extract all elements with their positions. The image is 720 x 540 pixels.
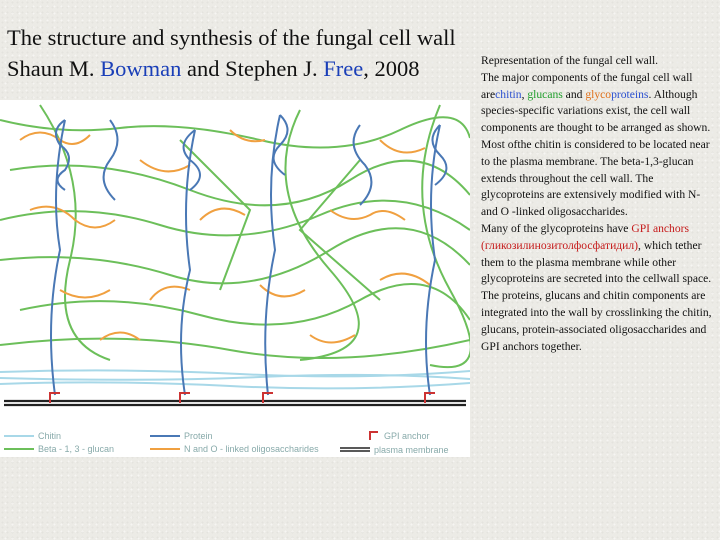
term-proteins: proteins xyxy=(611,87,649,101)
page-title: The structure and synthesis of the fungal cell wall xyxy=(7,25,456,50)
authors-line xyxy=(7,55,419,83)
author1-first: Shaun M. xyxy=(7,56,101,81)
caption-gpi: Many of the glycoproteins have GPI anchors (гликозилинозитолфосфатидил), which tether them to the plasma membrane while other glycoproteins are secreted into the cellwall space. The proteins, glucans and chitin components are integrated into the wall by crosslinking the chitin, glucans, protein-associated oligosaccharides and GPI anchors together. xyxy=(481,221,712,353)
diagram-legend xyxy=(4,431,449,455)
term-glucans: glucans xyxy=(527,87,563,101)
term-gpi-anchors: GPI anchors (гликозилинозитолфосфатидил) xyxy=(481,221,689,252)
legend-chitin: Chitin xyxy=(38,431,62,441)
term-glyco: glyco xyxy=(585,87,612,101)
cell-wall-diagram xyxy=(0,100,470,457)
legend-protein: Protein xyxy=(184,431,213,441)
legend-oligosaccharides: N and O - linked oligosaccharides xyxy=(184,444,319,454)
author1-last-link[interactable]: Bowman xyxy=(100,56,182,81)
legend-swatch-gpi xyxy=(370,432,378,440)
cell-wall-svg xyxy=(0,100,470,457)
chitin-fibers xyxy=(0,370,470,388)
caption-intro: Representation of the fungal cell wall. xyxy=(481,54,659,67)
legend-gpi-anchor: GPI anchor xyxy=(384,431,430,441)
and-text: and Stephen J. xyxy=(181,56,324,81)
author2-last-link[interactable]: Free xyxy=(323,56,364,81)
caption-components: The major components of the fungal cell wall arechitin, glucans and glycoproteins. Although species-specific variations exist, the cell wall components are thought to be arranged as shown. Most ofthe chitin is considered to be located near to the plasma membrane. The beta-1,3-glucan extends throughout the cell wall. The glycoproteins are extensively modified with N- and O -linked oligosaccharides. xyxy=(481,70,711,219)
plasma-membrane xyxy=(4,401,466,405)
year: , 2008 xyxy=(363,56,420,81)
legend-beta-glucan: Beta - 1, 3 - glucan xyxy=(38,444,115,454)
legend-plasma-membrane: plasma membrane xyxy=(374,445,449,455)
term-chitin: chitin xyxy=(495,87,522,101)
figure-caption xyxy=(481,53,715,355)
